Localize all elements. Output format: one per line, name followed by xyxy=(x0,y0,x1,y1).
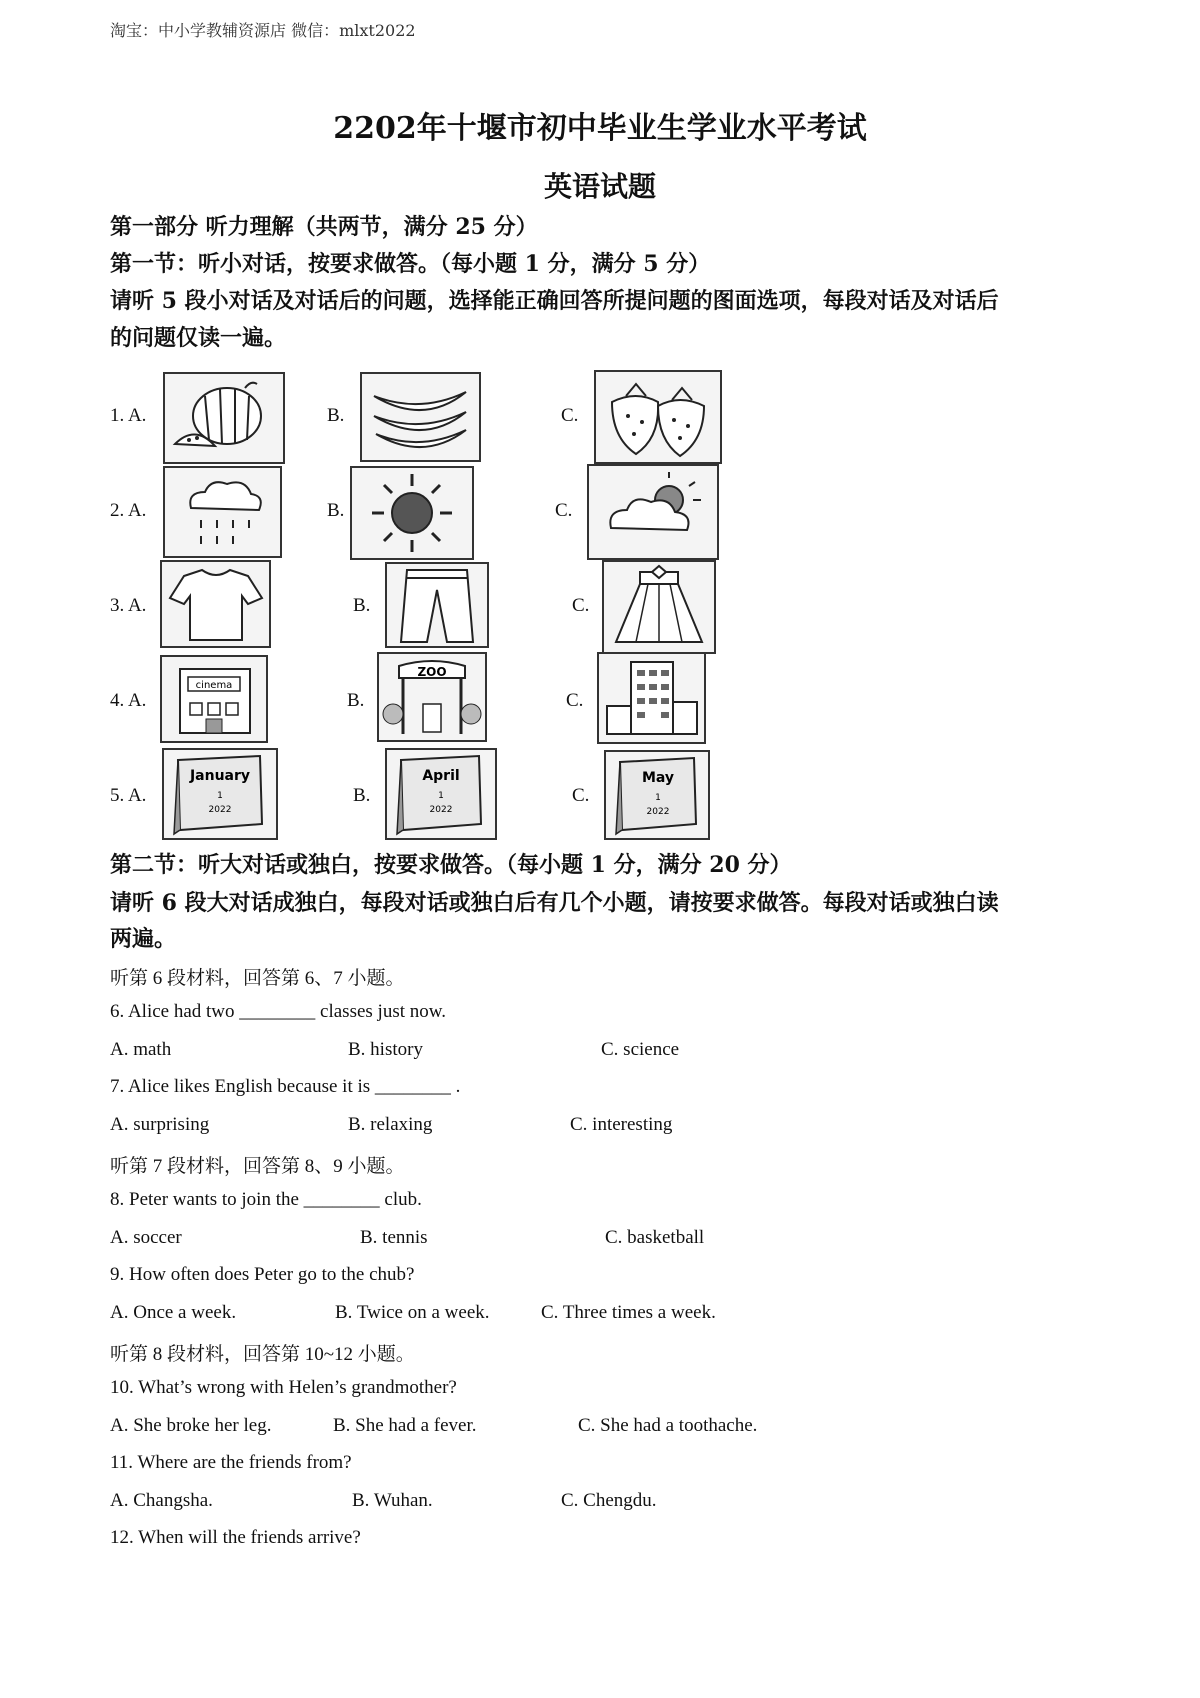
q3-label: 3. A. xyxy=(110,595,147,616)
section2-instruction-line1: 请听 6 段大对话成独白，每段对话或独白后有几个小题，请按要求做答。每段对话或独白读 xyxy=(110,890,999,916)
q10-option-c: C. She had a toothache. xyxy=(578,1415,758,1436)
part1-heading: 第一部分 听力理解（共两节，满分 25 分） xyxy=(110,214,538,240)
page-header: 淘宝：中小学教辅资源店 微信：mlxt2022 xyxy=(110,21,416,40)
material-6-note: 听第 6 段材料，回答第 6、7 小题。 xyxy=(110,968,405,989)
section2-instruction-line2: 两遍。 xyxy=(110,926,177,952)
q5-b-label: B. xyxy=(353,785,371,806)
q11-option-b: B. Wuhan. xyxy=(352,1490,433,1511)
banana-icon xyxy=(360,372,481,462)
question-7: 7. Alice likes English because it is ________ . xyxy=(110,1076,461,1097)
q6-option-c: C. science xyxy=(601,1039,680,1060)
calendar-icon xyxy=(604,750,710,840)
calendar-day: 1 xyxy=(217,791,223,801)
calendar-month: January xyxy=(189,768,251,784)
question-11: 11. Where are the friends from? xyxy=(110,1452,352,1473)
q2-b-label: B. xyxy=(327,500,345,521)
q7-option-a: A. surprising xyxy=(110,1114,210,1135)
calendar-year: 2022 xyxy=(429,805,453,815)
q8-option-b: B. tennis xyxy=(360,1227,428,1248)
q1-label: 1. A. xyxy=(110,405,147,426)
cloudy-icon xyxy=(587,464,719,560)
calendar-icon xyxy=(385,748,497,840)
zoo-sign: ZOO xyxy=(417,665,447,679)
section2-heading: 第二节：听大对话或独白，按要求做答。（每小题 1 分，满分 20 分） xyxy=(110,852,792,878)
tshirt-icon xyxy=(160,560,271,648)
calendar-day: 1 xyxy=(655,793,661,803)
question-10: 10. What’s wrong with Helen’s grandmother? xyxy=(110,1377,457,1398)
q5-label: 5. A. xyxy=(110,785,147,806)
sun-icon xyxy=(350,466,474,560)
q9-option-c: C. Three times a week. xyxy=(541,1302,716,1323)
calendar-month: May xyxy=(641,770,675,786)
q3-c-label: C. xyxy=(572,595,590,616)
cinema-icon xyxy=(160,655,268,743)
q10-option-b: B. She had a fever. xyxy=(333,1415,477,1436)
question-8: 8. Peter wants to join the ________ club. xyxy=(110,1189,422,1210)
q2-c-label: C. xyxy=(555,500,573,521)
q11-option-a: A. Changsha. xyxy=(110,1490,213,1511)
calendar-year: 2022 xyxy=(208,805,232,815)
watermelon-icon xyxy=(163,372,285,464)
q5-c-label: C. xyxy=(572,785,590,806)
cinema-sign: cinema xyxy=(195,680,233,691)
zoo-icon xyxy=(377,652,487,742)
question-6: 6. Alice had two ________ classes just now. xyxy=(110,1001,446,1022)
q1-c-label: C. xyxy=(561,405,579,426)
q3-b-label: B. xyxy=(353,595,371,616)
q4-c-label: C. xyxy=(566,690,584,711)
q6-option-a: A. math xyxy=(110,1039,172,1060)
q8-option-a: A. soccer xyxy=(110,1227,182,1248)
pants-icon xyxy=(385,562,489,648)
q4-b-label: B. xyxy=(347,690,365,711)
skirt-icon xyxy=(602,560,716,654)
rain-icon xyxy=(163,466,282,558)
exam-subtitle: 英语试题 xyxy=(543,170,656,203)
material-8-note: 听第 8 段材料，回答第 10~12 小题。 xyxy=(110,1344,415,1365)
calendar-day: 1 xyxy=(438,791,444,801)
calendar-icon xyxy=(162,748,278,840)
building-icon xyxy=(597,652,706,744)
q10-option-a: A. She broke her leg. xyxy=(110,1415,272,1436)
q8-option-c: C. basketball xyxy=(605,1227,705,1248)
q7-option-c: C. interesting xyxy=(570,1114,673,1135)
strawberry-icon xyxy=(594,370,722,464)
q4-label: 4. A. xyxy=(110,690,147,711)
q1-b-label: B. xyxy=(327,405,345,426)
section1-instruction-line2: 的问题仅读一遍。 xyxy=(110,325,287,351)
material-7-note: 听第 7 段材料，回答第 8、9 小题。 xyxy=(110,1156,405,1177)
q9-option-b: B. Twice on a week. xyxy=(335,1302,490,1323)
exam-title: 2202年十堰市初中毕业生学业水平考试 xyxy=(333,111,867,146)
q6-option-b: B. history xyxy=(348,1039,423,1060)
section1-instruction-line1: 请听 5 段小对话及对话后的问题，选择能正确回答所提问题的图面选项，每段对话及对话后 xyxy=(110,288,999,314)
question-9: 9. How often does Peter go to the chub? xyxy=(110,1264,415,1285)
q7-option-b: B. relaxing xyxy=(348,1114,433,1135)
question-12: 12. When will the friends arrive? xyxy=(110,1527,361,1548)
calendar-month: April xyxy=(422,768,460,784)
calendar-year: 2022 xyxy=(646,807,670,817)
q11-option-c: C. Chengdu. xyxy=(561,1490,657,1511)
section1-heading: 第一节：听小对话，按要求做答。（每小题 1 分，满分 5 分） xyxy=(110,251,711,277)
q9-option-a: A. Once a week. xyxy=(110,1302,237,1323)
q2-label: 2. A. xyxy=(110,500,147,521)
